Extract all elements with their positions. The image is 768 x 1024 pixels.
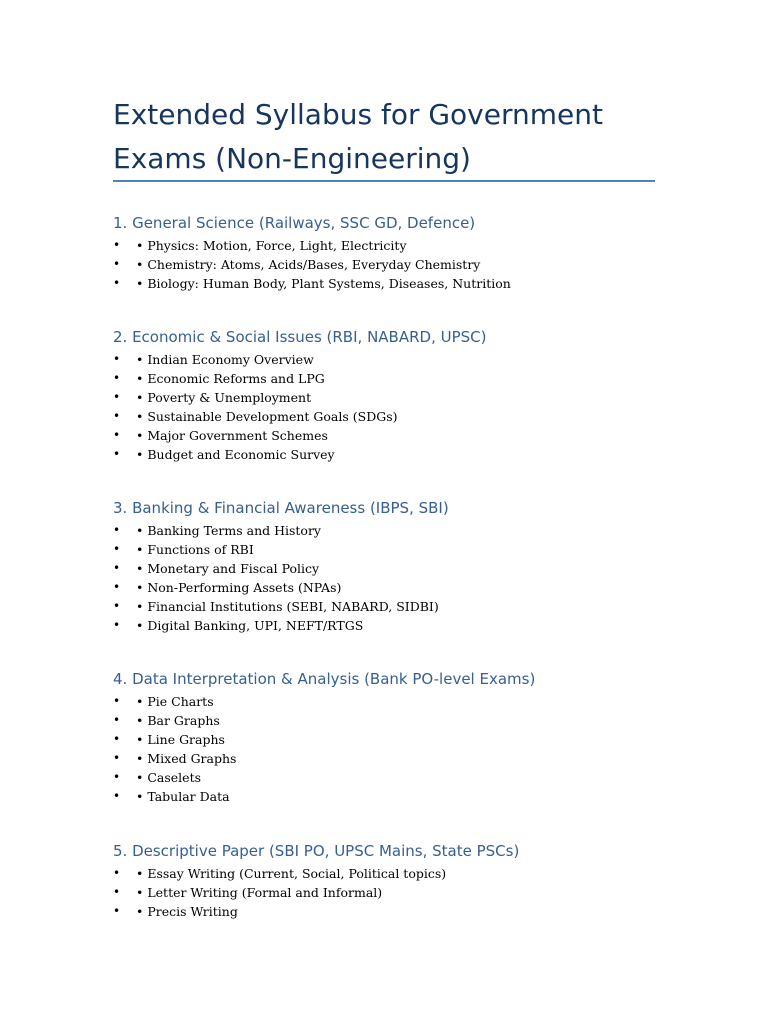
section-heading: 3. Banking & Financial Awareness (IBPS, SBI): [113, 499, 449, 517]
bullet-icon: •: [113, 238, 121, 252]
list-item: [113, 711, 658, 730]
section-heading: 2. Economic & Social Issues (RBI, NABARD, UPSC): [113, 328, 487, 346]
list-item-text: • Line Graphs: [136, 732, 225, 747]
list-item: [113, 407, 658, 426]
bullet-icon: •: [113, 276, 121, 290]
list-item-text: • Precis Writing: [136, 904, 238, 919]
bullet-icon: •: [113, 257, 121, 271]
list-item: [113, 369, 658, 388]
bullet-icon: •: [113, 599, 121, 613]
bullet-icon: •: [113, 904, 121, 918]
bullet-icon: •: [113, 580, 121, 594]
section-general-science: [113, 212, 658, 293]
list-item: [113, 426, 658, 445]
bullet-icon: •: [113, 713, 121, 727]
list-item-text: • Letter Writing (Formal and Informal): [136, 885, 383, 900]
section-item-list: [113, 864, 658, 921]
list-item-text: • Bar Graphs: [136, 713, 220, 728]
section-item-list: [113, 236, 658, 293]
bullet-icon: •: [113, 409, 121, 423]
bullet-icon: •: [113, 447, 121, 461]
list-item: [113, 350, 658, 369]
list-item-text: • Biology: Human Body, Plant Systems, Diseases, Nutrition: [136, 276, 511, 291]
section-heading: 5. Descriptive Paper (SBI PO, UPSC Mains, State PSCs): [113, 842, 520, 860]
list-item-text: • Tabular Data: [136, 789, 230, 804]
bullet-icon: •: [113, 618, 121, 632]
bullet-icon: •: [113, 694, 121, 708]
list-item: [113, 883, 658, 902]
list-item-text: • Physics: Motion, Force, Light, Electricity: [136, 238, 407, 253]
list-item-text: • Indian Economy Overview: [136, 352, 314, 367]
bullet-icon: •: [113, 789, 121, 803]
section-heading: 1. General Science (Railways, SSC GD, Defence): [113, 214, 476, 232]
bullet-icon: •: [113, 751, 121, 765]
section-banking-financial-awareness: [113, 497, 658, 635]
list-item-text: • Non-Performing Assets (NPAs): [136, 580, 342, 595]
section-data-interpretation: [113, 668, 658, 806]
list-item-text: • Banking Terms and History: [136, 523, 321, 538]
list-item-text: • Mixed Graphs: [136, 751, 237, 766]
list-item: [113, 521, 658, 540]
list-item: [113, 787, 658, 806]
list-item-text: • Poverty & Unemployment: [136, 390, 312, 405]
bullet-icon: •: [113, 561, 121, 575]
bullet-icon: •: [113, 770, 121, 784]
document-title: Extended Syllabus for Government Exams (Non-Engineering): [113, 98, 603, 175]
section-item-list: [113, 521, 658, 635]
list-item: [113, 559, 658, 578]
list-item: [113, 388, 658, 407]
list-item: [113, 540, 658, 559]
bullet-icon: •: [113, 866, 121, 880]
list-item-text: • Essay Writing (Current, Social, Political topics): [136, 866, 447, 881]
list-item-text: • Budget and Economic Survey: [136, 447, 335, 462]
list-item-text: • Functions of RBI: [136, 542, 254, 557]
bullet-icon: •: [113, 390, 121, 404]
list-item: [113, 274, 658, 293]
list-item: [113, 730, 658, 749]
list-item-text: • Digital Banking, UPI, NEFT/RTGS: [136, 618, 364, 633]
section-descriptive-paper: [113, 840, 658, 921]
section-economic-social-issues: [113, 326, 658, 464]
list-item: [113, 236, 658, 255]
list-item: [113, 749, 658, 768]
section-heading: 4. Data Interpretation & Analysis (Bank PO-level Exams): [113, 670, 536, 688]
list-item: [113, 597, 658, 616]
list-item: [113, 692, 658, 711]
bullet-icon: •: [113, 885, 121, 899]
list-item: [113, 616, 658, 635]
list-item: [113, 768, 658, 787]
list-item-text: • Monetary and Fiscal Policy: [136, 561, 320, 576]
list-item: [113, 902, 658, 921]
list-item: [113, 578, 658, 597]
list-item-text: • Major Government Schemes: [136, 428, 328, 443]
list-item: [113, 445, 658, 464]
title-underline: [113, 180, 655, 182]
bullet-icon: •: [113, 542, 121, 556]
bullet-icon: •: [113, 352, 121, 366]
list-item: [113, 255, 658, 274]
list-item-text: • Chemistry: Atoms, Acids/Bases, Everyday Chemistry: [136, 257, 481, 272]
section-item-list: [113, 692, 658, 806]
list-item-text: • Economic Reforms and LPG: [136, 371, 325, 386]
list-item-text: • Sustainable Development Goals (SDGs): [136, 409, 398, 424]
list-item-text: • Pie Charts: [136, 694, 214, 709]
section-item-list: [113, 350, 658, 464]
bullet-icon: •: [113, 428, 121, 442]
bullet-icon: •: [113, 732, 121, 746]
list-item-text: • Financial Institutions (SEBI, NABARD, SIDBI): [136, 599, 439, 614]
bullet-icon: •: [113, 523, 121, 537]
bullet-icon: •: [113, 371, 121, 385]
list-item-text: • Caselets: [136, 770, 202, 785]
list-item: [113, 864, 658, 883]
